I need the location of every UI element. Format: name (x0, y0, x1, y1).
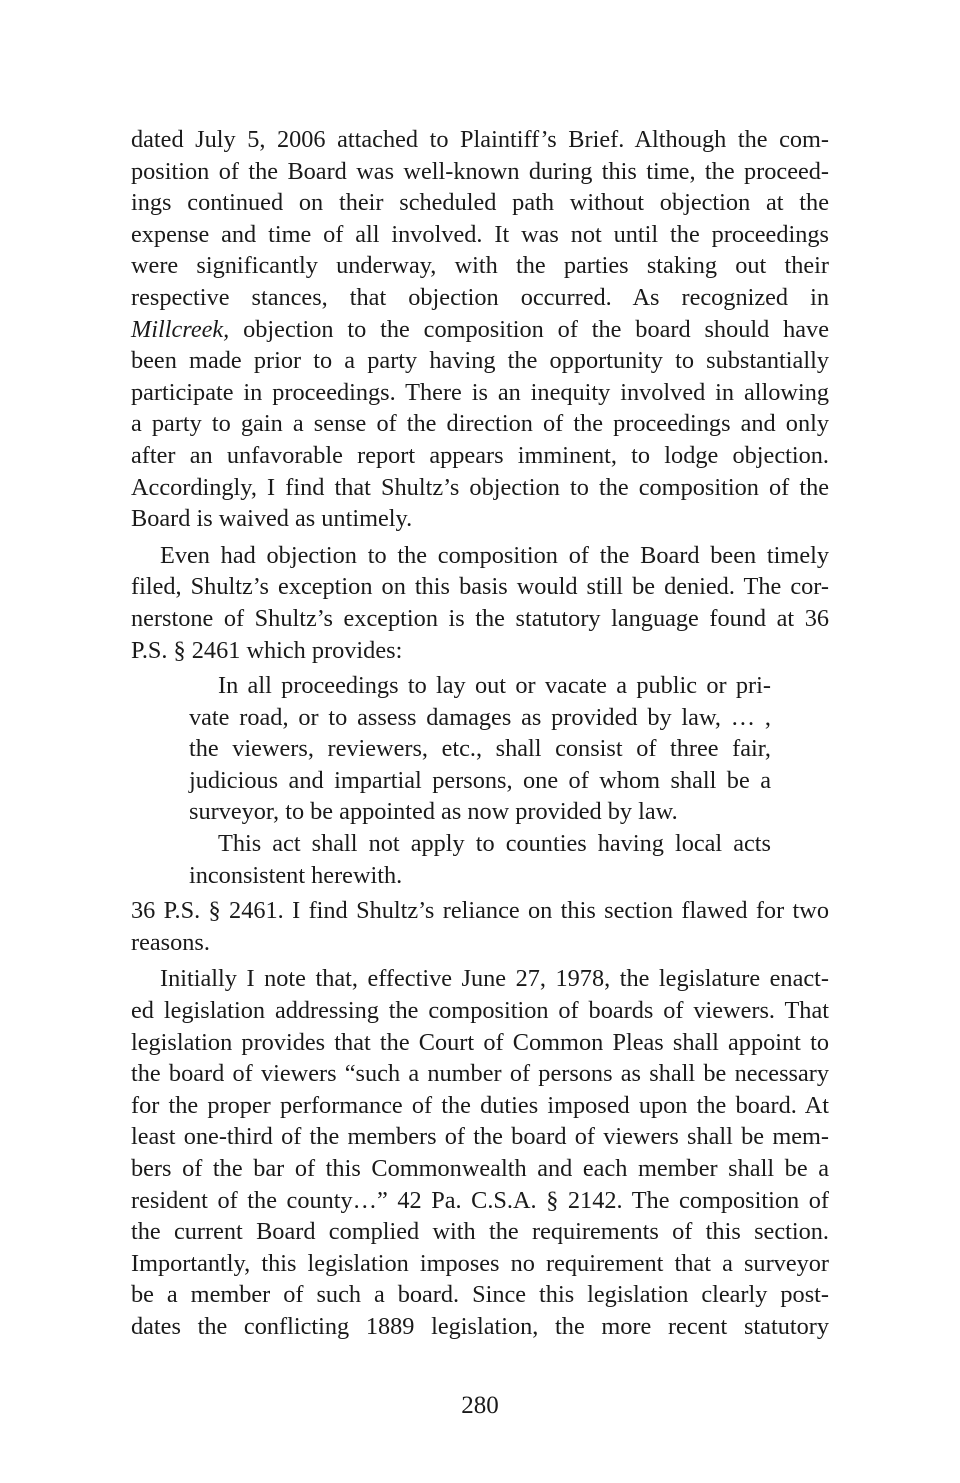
text-line: after an unfavorable report appears imminent, to lodge objection. (131, 441, 829, 469)
page-number: 280 (461, 1392, 499, 1419)
text-line: the current Board complied with the requirements of this section. (131, 1218, 829, 1246)
text-line: resident of the county…” 42 Pa. C.S.A. § 2142. The composition of (131, 1186, 829, 1214)
text-line: respective stances, that objection occurred. As recognized in (131, 283, 829, 311)
paragraph-exception (131, 540, 829, 666)
text-line: Initially I note that, effective June 27, 1978, the legislature enact- (160, 965, 829, 993)
text-line: for the proper performance of the duties imposed upon the board. At (131, 1091, 829, 1119)
text-line: Accordingly, I find that Shultz’s objection to the composition of the (131, 473, 829, 501)
text-line: reasons. (131, 928, 210, 956)
document-body (131, 124, 829, 1343)
text-line: 36 P.S. § 2461. I find Shultz’s reliance on this section flawed for two (131, 897, 829, 925)
text-line: been made prior to a party having the opportunity to substantially (131, 347, 829, 375)
text-line: Importantly, this legislation imposes no requirement that a surveyor (131, 1249, 829, 1277)
text-line: Board is waived as untimely. (131, 505, 413, 533)
quote-line: This act shall not apply to counties having local acts (218, 830, 771, 858)
paragraph-citation (131, 895, 829, 958)
text-line: P.S. § 2461 which provides: (131, 636, 403, 664)
text-line: the board of viewers “such a number of persons as shall be necessary (131, 1060, 829, 1088)
text-line: be a member of such a board. Since this legislation clearly post- (131, 1281, 829, 1309)
text-line: legislation provides that the Court of Common Pleas shall appoint to (131, 1028, 829, 1056)
case-name: Millcreek, (131, 315, 230, 343)
paragraph-waiver (131, 124, 829, 535)
text-line-with-case-name (131, 314, 829, 346)
text-line: dates the conflicting 1889 legislation, the more recent statutory (131, 1312, 829, 1340)
quote-line: vate road, or to assess damages as provided by law, … , (189, 703, 771, 731)
text-line: nerstone of Shultz’s exception is the statutory language found at 36 (131, 604, 829, 632)
text-line: filed, Shultz’s exception on this basis would still be denied. The cor- (131, 573, 829, 601)
quote-line: inconsistent herewith. (189, 861, 403, 889)
text-line: expense and time of all involved. It was not until the proceedings (131, 220, 829, 248)
text-line: participate in proceedings. There is an inequity involved in allowing (131, 378, 829, 406)
text-line: bers of the bar of this Commonwealth and each member shall be a (131, 1155, 829, 1182)
quote-line: judicious and impartial persons, one of whom shall be a (189, 766, 771, 794)
text-line-rest: objection to the composition of the board should have (243, 315, 829, 343)
quote-line: the viewers, reviewers, etc., shall consist of three fair, (189, 735, 771, 763)
statute-block-quote (189, 670, 771, 891)
text-line: ed legislation addressing the composition of boards of viewers. That (131, 997, 829, 1025)
text-line: least one-third of the members of the board of viewers shall be mem- (131, 1123, 829, 1151)
quote-line: In all proceedings to lay out or vacate a public or pri- (218, 672, 771, 700)
paragraph-legislation (131, 963, 829, 1342)
text-line: dated July 5, 2006 attached to Plaintiff’s Brief. Although the com- (131, 126, 829, 153)
quote-line: surveyor, to be appointed as now provided by law. (189, 798, 678, 826)
text-line: ings continued on their scheduled path without objection at the (131, 189, 829, 217)
text-line: were significantly underway, with the parties staking out their (131, 252, 829, 280)
text-line: position of the Board was well-known during this time, the proceed- (131, 157, 829, 185)
text-line: Even had objection to the composition of the Board been timely (160, 541, 829, 569)
text-line: a party to gain a sense of the direction of the proceedings and only (131, 410, 829, 438)
